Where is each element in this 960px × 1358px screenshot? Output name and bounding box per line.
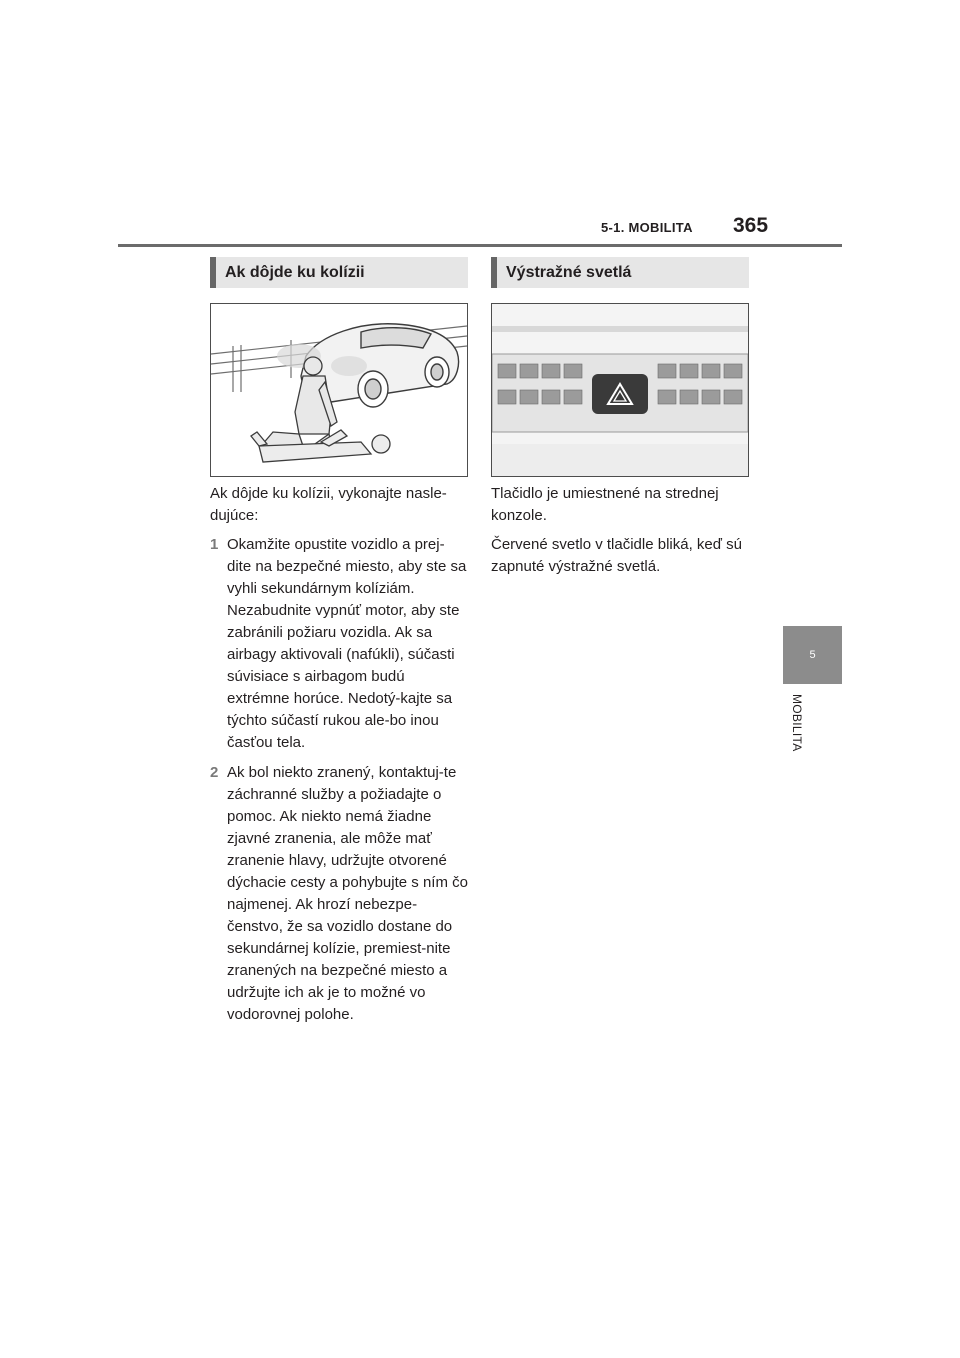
header-divider <box>118 244 842 247</box>
collision-illustration <box>210 303 468 477</box>
hazard-paragraph: Tlačidlo je umiestnené na strednej konzole. <box>491 485 719 524</box>
collision-intro: Ak dôjde ku kolízii, vykonajte nasle-dujúce: <box>210 485 447 524</box>
heading-text: Ak dôjde ku kolízii <box>225 264 365 281</box>
step-number: 2 <box>210 764 219 781</box>
collision-text <box>210 483 468 1034</box>
step-number: 1 <box>210 536 219 553</box>
hazard-text <box>491 483 749 585</box>
step-item <box>210 762 468 1026</box>
step-text: Okamžite opustite vozidlo a prej-dite na bezpečné miesto, aby ste sa vyhli sekundárnym kolíziám. Nezabudnite vypnúť motor, aby ste zabránili požiaru vozidla. Ak sa airbagy aktivovali (nafúkli), súčasti súvisiace s airbagom budú extrémne horúce. Nedotý-kajte sa týchto súčastí rukou ale-bo inou časťou tela. <box>227 536 467 751</box>
step-item <box>210 534 468 754</box>
hazard-button-illustration <box>491 303 749 477</box>
chapter-label: MOBILITA <box>790 694 804 752</box>
collision-scene-icon <box>211 304 467 476</box>
section-heading-collision <box>210 257 468 288</box>
section-heading-hazard-lights <box>491 257 749 288</box>
chapter-side-label <box>788 694 804 774</box>
heading-text: Výstražné svetlá <box>506 264 632 281</box>
hazard-paragraph: Červené svetlo v tlačidle bliká, keď sú zapnuté výstražné svetlá. <box>491 536 743 575</box>
chapter-tab <box>783 626 842 684</box>
hazard-console-icon <box>492 304 748 476</box>
section-title: 5-1. MOBILITA <box>601 220 693 235</box>
page-number: 365 <box>733 214 769 237</box>
chapter-number: 5 <box>809 649 816 661</box>
step-text: Ak bol niekto zranený, kontaktuj-te záchranné služby a požiadajte o pomoc. Ak niekto nemá žiadne zjavné zranenia, ale môže mať zranenie hlavy, udržujte otvorené dýchacie cesty a pohybujte s ním čo najmenej. Ak hrozí nebezpe-čenstvo, že sa vozidlo dostane do sekundárnej kolízie, premiest-nite zranených na bezpečné miesto a udržujte ich ak je to možné vo vodorovnej polohe. <box>227 764 468 1023</box>
